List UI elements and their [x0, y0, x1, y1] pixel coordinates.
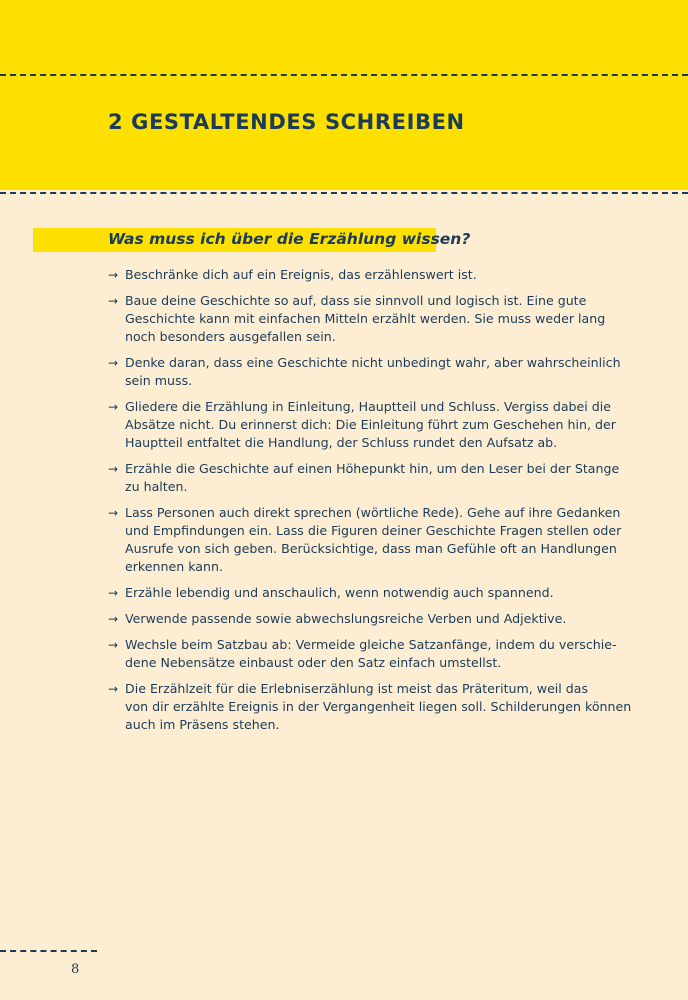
bullet-text-line: Ausrufe von sich geben. Berücksichtige, dass man Gefühle oft an Handlungen: [125, 541, 617, 556]
bullet-text-line: noch besonders ausgefallen sein.: [125, 329, 336, 344]
bullet-text-line: Erzähle lebendig und anschaulich, wenn notwendig auch spannend.: [125, 585, 554, 600]
bullet-text-line: Absätze nicht. Du erinnerst dich: Die Einleitung führt zum Geschehen hin, der: [125, 417, 616, 432]
bullet-text-line: Lass Personen auch direkt sprechen (wörtliche Rede). Gehe auf ihre Gedanken: [125, 505, 621, 520]
arrow-right-icon: →: [108, 462, 119, 476]
bullet-item: [108, 584, 608, 602]
bullet-text-line: und Empfindungen ein. Lass die Figuren deiner Geschichte Fragen stellen oder: [125, 523, 622, 538]
arrow-right-icon: →: [108, 506, 119, 520]
bullet-text-line: Denke daran, dass eine Geschichte nicht unbedingt wahr, aber wahrscheinlich: [125, 355, 621, 370]
bullet-item: [108, 292, 608, 346]
bullet-text-line: Verwende passende sowie abwechslungsreiche Verben und Adjektive.: [125, 611, 567, 626]
arrow-right-icon: →: [108, 682, 119, 696]
section-title: Was muss ich über die Erzählung wissen?: [108, 230, 471, 248]
bullet-item: [108, 354, 621, 390]
bullet-text-line: dene Nebensätze einbaust oder den Satz einfach umstellst.: [125, 655, 502, 670]
bullet-text-line: erkennen kann.: [125, 559, 223, 574]
bullet-list: [108, 266, 632, 742]
bullet-text-line: Geschichte kann mit einfachen Mitteln erzählt werden. Sie muss weder lang: [125, 311, 606, 326]
bullet-text-line: zu halten.: [125, 479, 188, 494]
arrow-right-icon: →: [108, 400, 119, 414]
header-bottom-dashed-divider: [0, 192, 688, 194]
bullet-item: [108, 398, 616, 452]
header-top-dashed-divider: [0, 74, 688, 76]
bullet-text-line: sein muss.: [125, 373, 193, 388]
bullet-text-line: Beschränke dich auf ein Ereignis, das erzählenswert ist.: [125, 267, 477, 282]
bullet-item: [108, 610, 608, 628]
arrow-right-icon: →: [108, 586, 119, 600]
footer-dashed-divider: [0, 950, 97, 952]
bullet-text-line: Hauptteil entfaltet die Handlung, der Schluss rundet den Aufsatz ab.: [125, 435, 558, 450]
bullet-item: [108, 636, 617, 672]
bullet-text-line: Wechsle beim Satzbau ab: Vermeide gleiche Satzanfänge, indem du verschie-: [125, 637, 617, 652]
arrow-right-icon: →: [108, 612, 119, 626]
arrow-right-icon: →: [108, 294, 119, 308]
bullet-text-line: Gliedere die Erzählung in Einleitung, Hauptteil und Schluss. Vergiss dabei die: [125, 399, 612, 414]
bullet-text-line: Baue deine Geschichte so auf, dass sie sinnvoll und logisch ist. Eine gute: [125, 293, 587, 308]
bullet-text-line: auch im Präsens stehen.: [125, 717, 280, 732]
page-number: 8: [71, 962, 80, 977]
bullet-text-line: Die Erzählzeit für die Erlebniserzählung ist meist das Präteritum, weil das: [125, 681, 589, 696]
bullet-text-line: von dir erzählte Ereignis in der Vergangenheit liegen soll. Schilderungen können: [125, 699, 632, 714]
bullet-text-line: Erzähle die Geschichte auf einen Höhepunkt hin, um den Leser bei der Stange: [125, 461, 620, 476]
chapter-title: 2 GESTALTENDES SCHREIBEN: [108, 110, 465, 134]
arrow-right-icon: →: [108, 356, 119, 370]
bullet-item: [108, 504, 622, 576]
bullet-item: [108, 680, 632, 734]
arrow-right-icon: →: [108, 638, 119, 652]
bullet-item: [108, 460, 620, 496]
bullet-item: [108, 266, 608, 284]
chapter-header: [0, 0, 688, 190]
arrow-right-icon: →: [108, 268, 119, 282]
